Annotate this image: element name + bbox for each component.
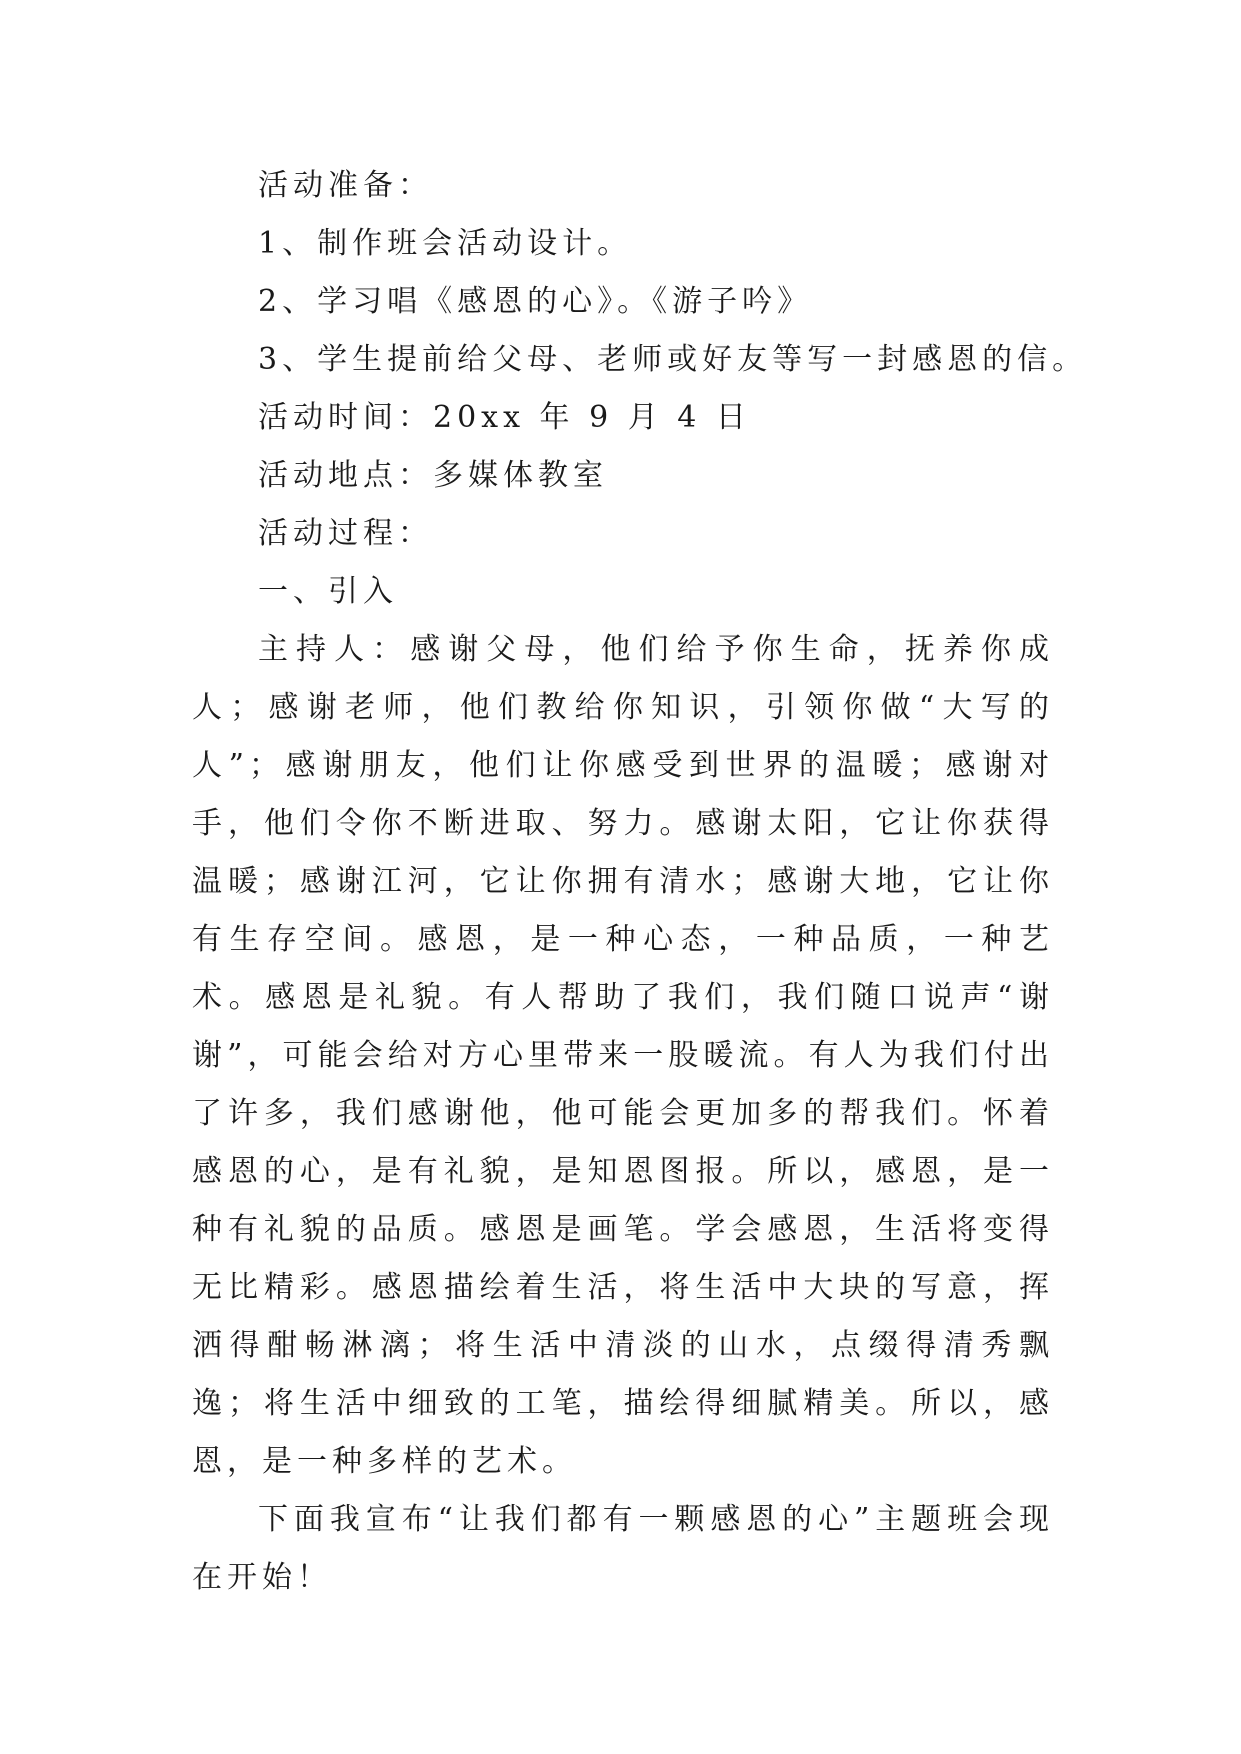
preparation-item-2: 2、学习唱《感恩的心》。《游子吟》 — [258, 284, 813, 319]
heading-preparation: 活动准备： — [258, 168, 433, 203]
section-introduction: 一、引入 — [258, 574, 398, 609]
host-paragraph: 主持人：感谢父母，他们给予你生命，抚养你成人；感谢老师，他们教给你知识，引领你做“大写的人”；感谢朋友，他们让你感受到世界的温暖；感谢对手，他们令你不断进取、努力。感谢太阳，它让你获得温暖；感谢江河，它让你拥有清水；感谢大地，它让你有生存空间。感恩，是一种心态，一种品质，一种艺术。感恩是礼貌。有人帮助了我们，我们随口说声“谢谢”，可能会给对方心里带来一股暖流。有人为我们付出了许多，我们感谢他，他可能会更加多的帮我们。怀着感恩的心，是有礼貌，是知恩图报。所以，感恩，是一种有礼貌的品质。感恩是画笔。学会感恩，生活将变得无比精彩。感恩描绘着生活，将生活中大块的写意，挥洒得酣畅淋漓；将生活中清淡的山水，点缀得清秀飘逸；将生活中细致的工笔，描绘得细腻精美。所以，感恩，是一种多样的艺术。 — [192, 632, 1054, 1479]
preparation-item-1: 1、制作班会活动设计。 — [258, 226, 633, 261]
document-body — [192, 157, 1088, 1607]
activity-location: 活动地点：多媒体教室 — [258, 458, 608, 493]
activity-time: 活动时间：20xx 年 9 月 4 日 — [258, 400, 751, 435]
closing-paragraph: 下面我宣布“让我们都有一颗感恩的心”主题班会现在开始！ — [192, 1502, 1054, 1595]
preparation-item-3: 3、学生提前给父母、老师或好友等写一封感恩的信。 — [258, 342, 1088, 377]
heading-process: 活动过程： — [258, 516, 433, 551]
